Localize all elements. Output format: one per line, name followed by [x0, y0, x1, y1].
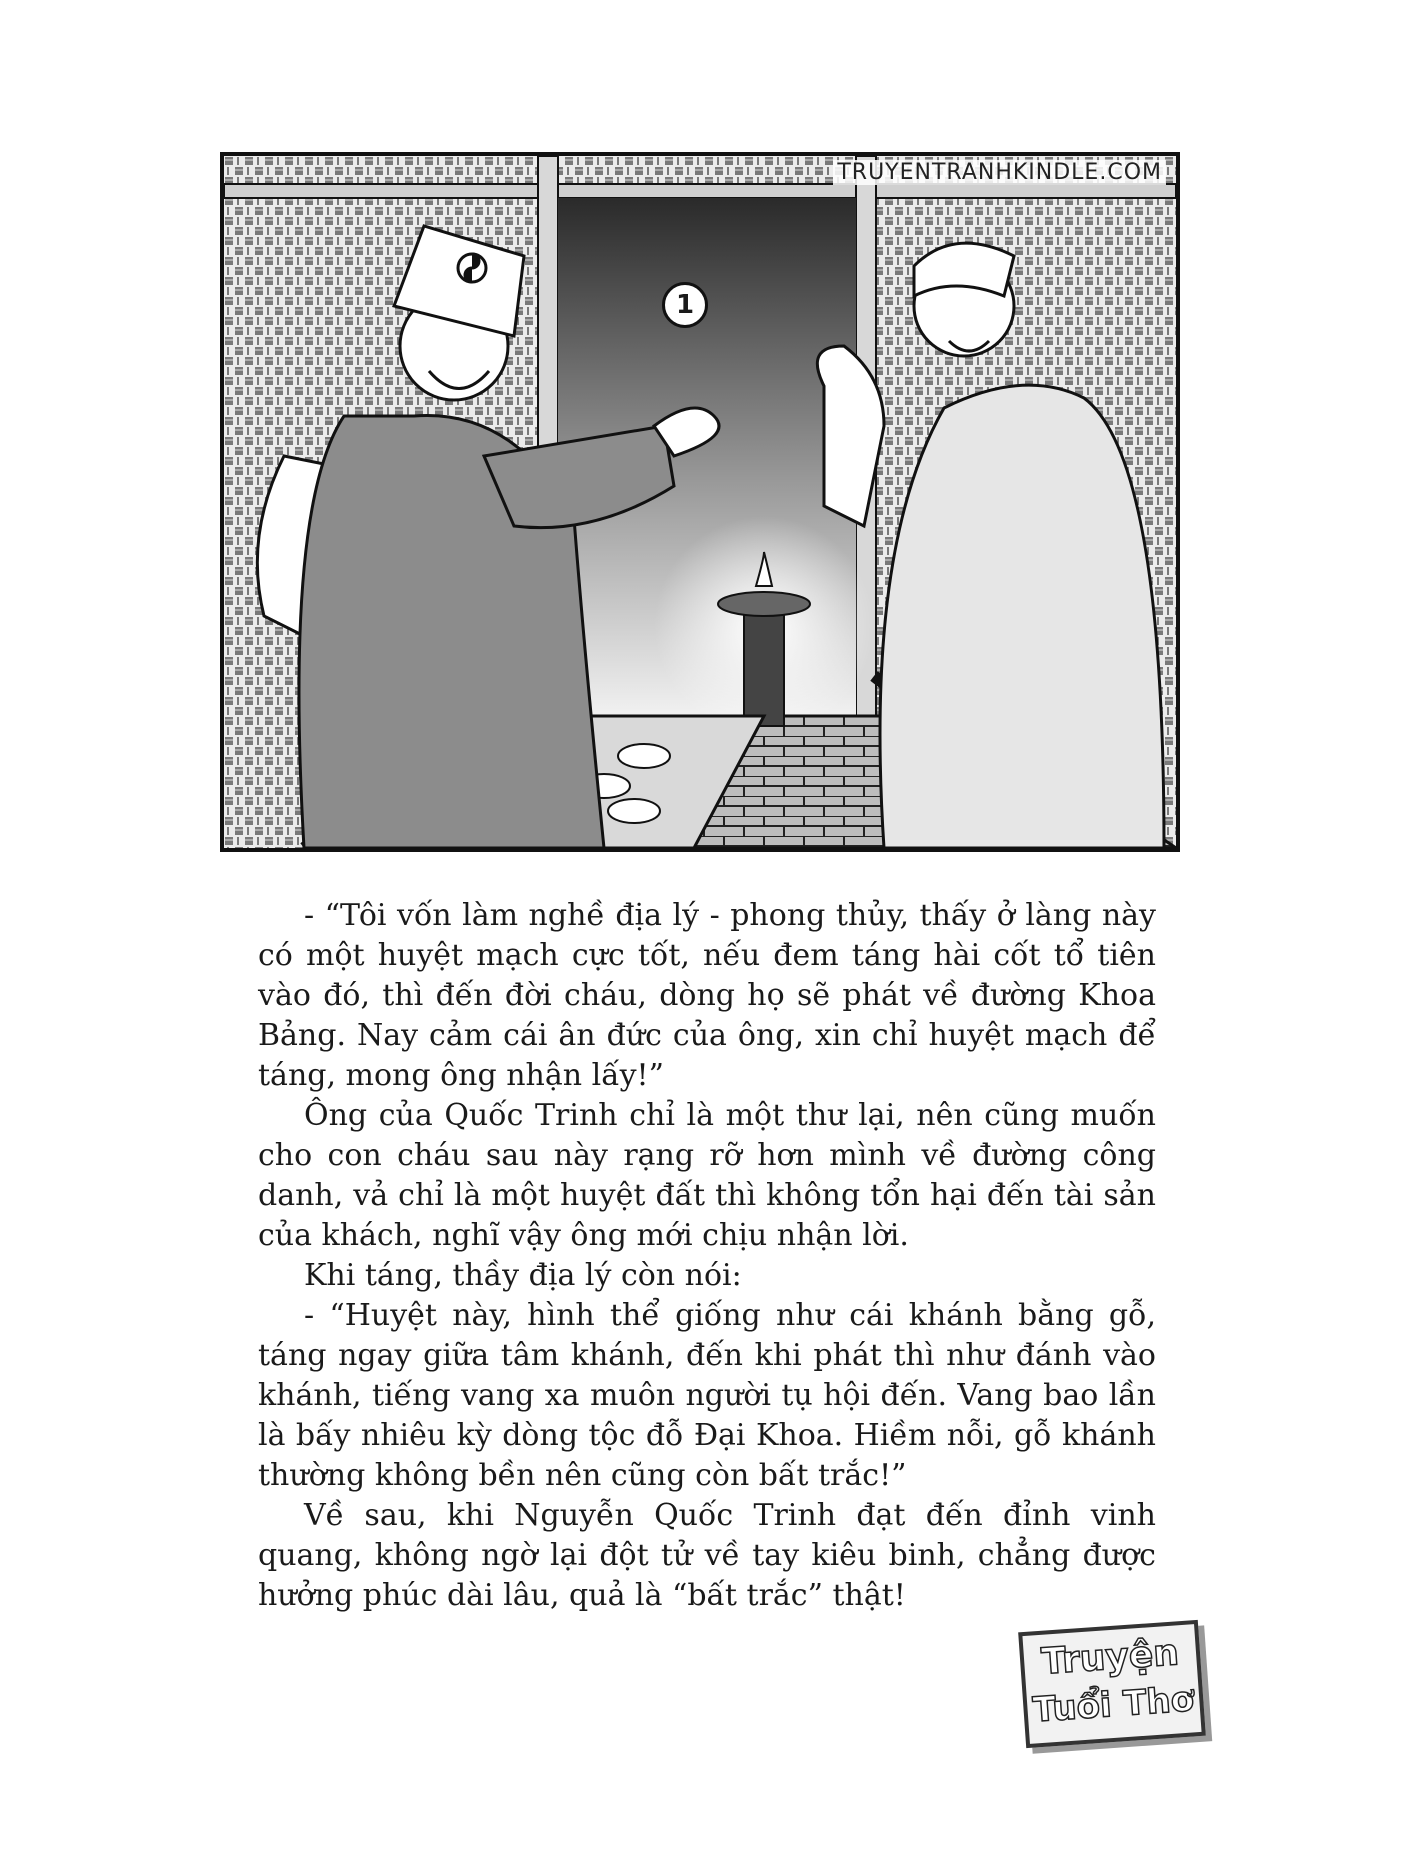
illustration-scene [224, 156, 1176, 848]
comic-panel [220, 152, 1180, 852]
panel-number-badge: 1 [662, 282, 708, 328]
bamboo-rail-top [224, 184, 1176, 198]
paragraph-5: Về sau, khi Nguyễn Quốc Trinh đạt đến đỉnh vinh quang, không ngờ lại đột tử về tay kiêu binh, chẳng được hưởng phúc dài lâu, quả là “bất trắc” thật! [258, 1498, 1156, 1613]
paragraph-1: - “Tôi vốn làm nghề địa lý - phong thủy, thấy ở làng này có một huyệt mạch cực tốt, nếu đem táng hài cốt tổ tiên vào đó, thì đến đời cháu, dòng họ sẽ phát về đường Khoa Bảng. Nay cảm cái ân đức của ông, xin chỉ huyệt mạch để táng, mong ông nhận lấy!” [258, 898, 1156, 1093]
paragraph-2: Ông của Quốc Trinh chỉ là một thư lại, nên cũng muốn cho con cháu sau này rạng rỡ hơn mình về đường công danh, vả chỉ là một huyệt đất thì không tổn hại đến tài sản của khách, nghĩ vậy ông mới chịu nhận lời. [258, 1098, 1156, 1253]
lamp-stand [744, 606, 784, 726]
logo-line-2: Tuổi Thơ [1031, 1679, 1196, 1731]
paragraph-4: - “Huyệt này, hình thể giống như cái khánh bằng gỗ, táng ngay giữa tâm khánh, đến khi phát thì như đánh vào khánh, tiếng vang xa muôn người tụ hội đến. Vang bao lần là bấy nhiêu kỳ dòng tộc đỗ Đại Khoa. Hiềm nỗi, gỗ khánh thường không bền nên cũng còn bất trắc!” [258, 1298, 1156, 1493]
watermark: TRUYENTRANHKINDLE.COM [833, 160, 1166, 185]
paragraph-3: Khi táng, thầy địa lý còn nói: [304, 1258, 742, 1293]
lamp-bowl [718, 592, 810, 616]
publisher-logo [1018, 1620, 1206, 1748]
logo-line-1: Truyện [1040, 1632, 1181, 1683]
story-text [258, 896, 1156, 1616]
